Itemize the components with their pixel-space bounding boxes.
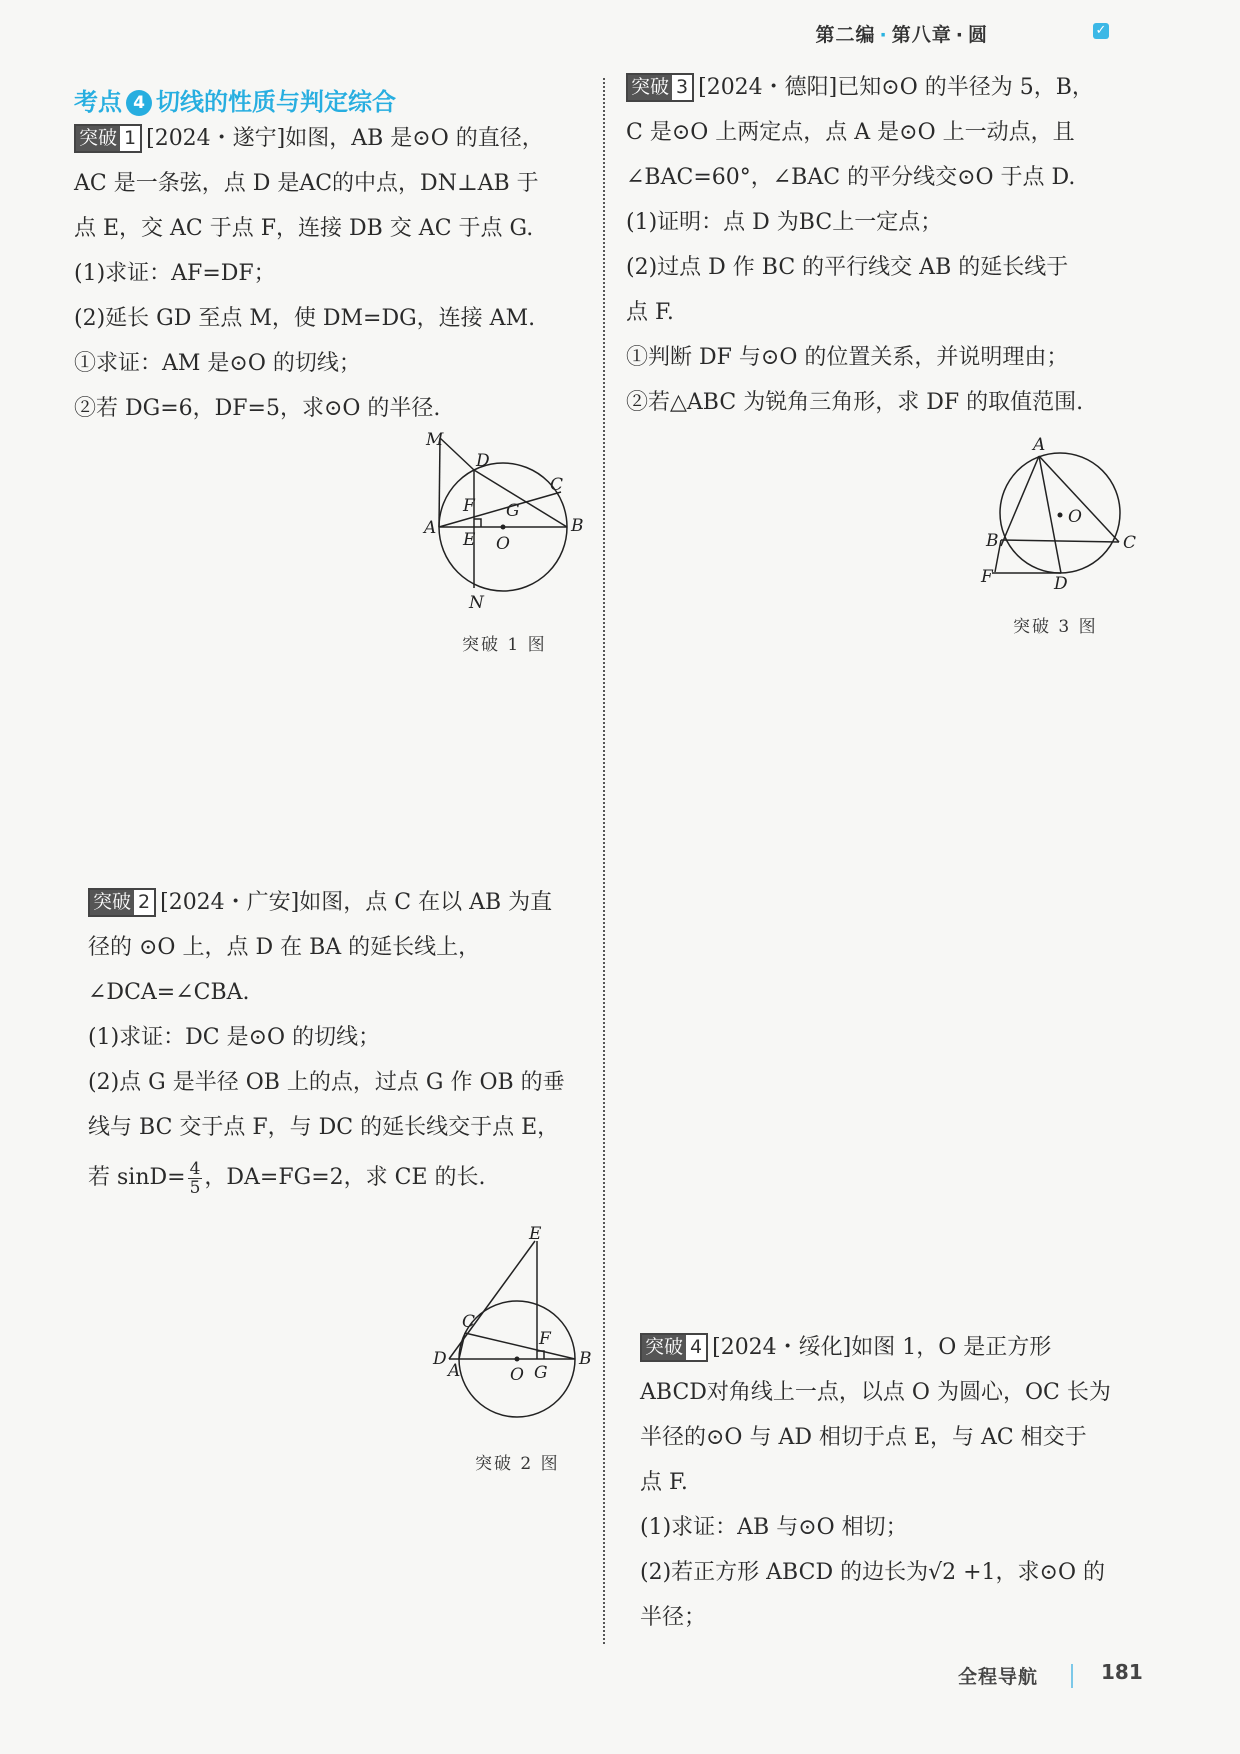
problem-line: 点 F. — [626, 300, 674, 325]
label-o: O — [496, 534, 510, 554]
problem-line: ①判断 DF 与⊙O 的位置关系，并说明理由； — [626, 345, 1069, 370]
label-f: F — [463, 496, 475, 516]
label-a: A — [448, 1361, 461, 1381]
problem-line: 半径； — [640, 1605, 707, 1630]
figure-2 — [430, 1225, 600, 1425]
header-chapter: 第八章 — [891, 24, 952, 46]
label-c: C — [1123, 533, 1137, 553]
problem-1 — [74, 116, 544, 431]
label-d: D — [1054, 574, 1068, 592]
problem-line: (1)求证：DC 是⊙O 的切线； — [88, 1025, 381, 1050]
figure-2-caption: 突破 2 图 — [475, 1454, 560, 1474]
problem-tag: 突破 3 — [626, 73, 694, 102]
problem-line: 点 F. — [640, 1470, 688, 1495]
label-b: B — [571, 516, 584, 536]
header-topic: 圆 — [967, 24, 988, 46]
label-c: C — [550, 475, 564, 495]
problem-line: ，DA=FG=2，求 CE 的长. — [204, 1165, 486, 1190]
problem-line: [2024・绥化]如图 1，O 是正方形 — [712, 1335, 1052, 1360]
figure-3-caption: 突破 3 图 — [1013, 617, 1098, 637]
problem-line: [2024・广安]如图，点 C 在以 AB 为直 — [160, 890, 553, 915]
check-icon: ✓ — [1093, 23, 1109, 39]
label-g: G — [506, 501, 520, 521]
problem-line: ②若△ABC 为锐角三角形，求 DF 的取值范围. — [626, 390, 1084, 415]
problem-line: ABCD对角线上一点，以点 O 为圆心，OC 长为 — [640, 1380, 1111, 1405]
label-g: G — [534, 1363, 548, 1383]
problem-line: 径的 ⊙O 上，点 D 在 BA 的延长线上， — [88, 935, 481, 960]
problem-line: (2)延长 GD 至点 M，使 DM=DG，连接 AM. — [74, 306, 536, 331]
running-header: 第二编 · 第八章 · 圆 — [815, 24, 988, 46]
problem-line: (1)证明：点 D 为BC上一定点； — [626, 210, 943, 235]
section-prefix: 考点 — [74, 88, 122, 116]
problem-line: (1)求证：AF=DF； — [74, 261, 276, 286]
problem-line: C 是⊙O 上两定点，点 A 是⊙O 上一动点，且 — [626, 120, 1075, 145]
problem-3 — [626, 65, 1094, 425]
figure-1-caption: 突破 1 图 — [462, 635, 547, 655]
problem-line: 若 sinD= — [88, 1165, 186, 1190]
problem-tag: 突破 1 — [74, 124, 142, 153]
problem-line: (2)过点 D 作 BC 的平行线交 AB 的延长线于 — [626, 255, 1069, 280]
section-title-text: 切线的性质与判定综合 — [156, 88, 396, 116]
label-e: E — [463, 530, 476, 550]
label-a: A — [1033, 435, 1046, 455]
column-divider — [603, 78, 605, 1644]
header-part: 第二编 — [815, 24, 876, 46]
label-o: O — [1068, 507, 1082, 527]
problem-line: ①求证：AM 是⊙O 的切线； — [74, 351, 361, 376]
figure-1 — [420, 430, 590, 615]
problem-line: ∠BAC=60°，∠BAC 的平分线交⊙O 于点 D. — [626, 165, 1076, 190]
label-f: F — [981, 567, 993, 587]
label-e: E — [529, 1225, 542, 1244]
label-o: O — [510, 1365, 524, 1385]
footer-separator — [1071, 1664, 1073, 1688]
problem-line: 点 E，交 AC 于点 F，连接 DB 交 AC 于点 G. — [74, 216, 534, 241]
problem-line: (2)若正方形 ABCD 的边长为√2 +1，求⊙O 的 — [640, 1560, 1105, 1585]
page-number: 181 — [1101, 1660, 1143, 1684]
problem-line: 线与 BC 交于点 F，与 DC 的延长线交于点 E， — [88, 1115, 560, 1140]
figure-3 — [978, 432, 1138, 592]
problem-2 — [88, 880, 565, 1206]
fraction: $\frac{4}{5}$ — [189, 1158, 201, 1198]
problem-line: (1)求证：AB 与⊙O 相切； — [640, 1515, 908, 1540]
label-d: D — [476, 451, 490, 471]
problem-line: [2024・遂宁]如图，AB 是⊙O 的直径， — [146, 126, 544, 151]
problem-tag: 突破 4 — [640, 1333, 708, 1362]
label-m: M — [426, 430, 444, 450]
problem-line: ∠DCA=∠CBA. — [88, 980, 250, 1005]
section-title — [74, 82, 396, 117]
label-b: B — [579, 1349, 592, 1369]
problem-4 — [640, 1325, 1111, 1640]
label-n: N — [469, 593, 484, 613]
label-d: D — [433, 1349, 447, 1369]
problem-tag: 突破 2 — [88, 888, 156, 917]
problem-line: (2)点 G 是半径 OB 上的点，过点 G 作 OB 的垂 — [88, 1070, 565, 1095]
label-c: C — [462, 1312, 476, 1332]
label-a: A — [424, 518, 437, 538]
problem-line: [2024・德阳]已知⊙O 的半径为 5，B， — [698, 75, 1094, 100]
footer-book-title: 全程导航 — [958, 1666, 1039, 1688]
label-f: F — [539, 1329, 551, 1349]
problem-line: 半径的⊙O 与 AD 相切于点 E，与 AC 相交于 — [640, 1425, 1087, 1450]
label-b: B — [986, 531, 999, 551]
section-number: 4 — [126, 90, 152, 116]
problem-line: ②若 DG=6，DF=5，求⊙O 的半径. — [74, 396, 441, 421]
problem-line: AC 是一条弦，点 D 是AC的中点，DN⊥AB 于 — [74, 171, 539, 196]
